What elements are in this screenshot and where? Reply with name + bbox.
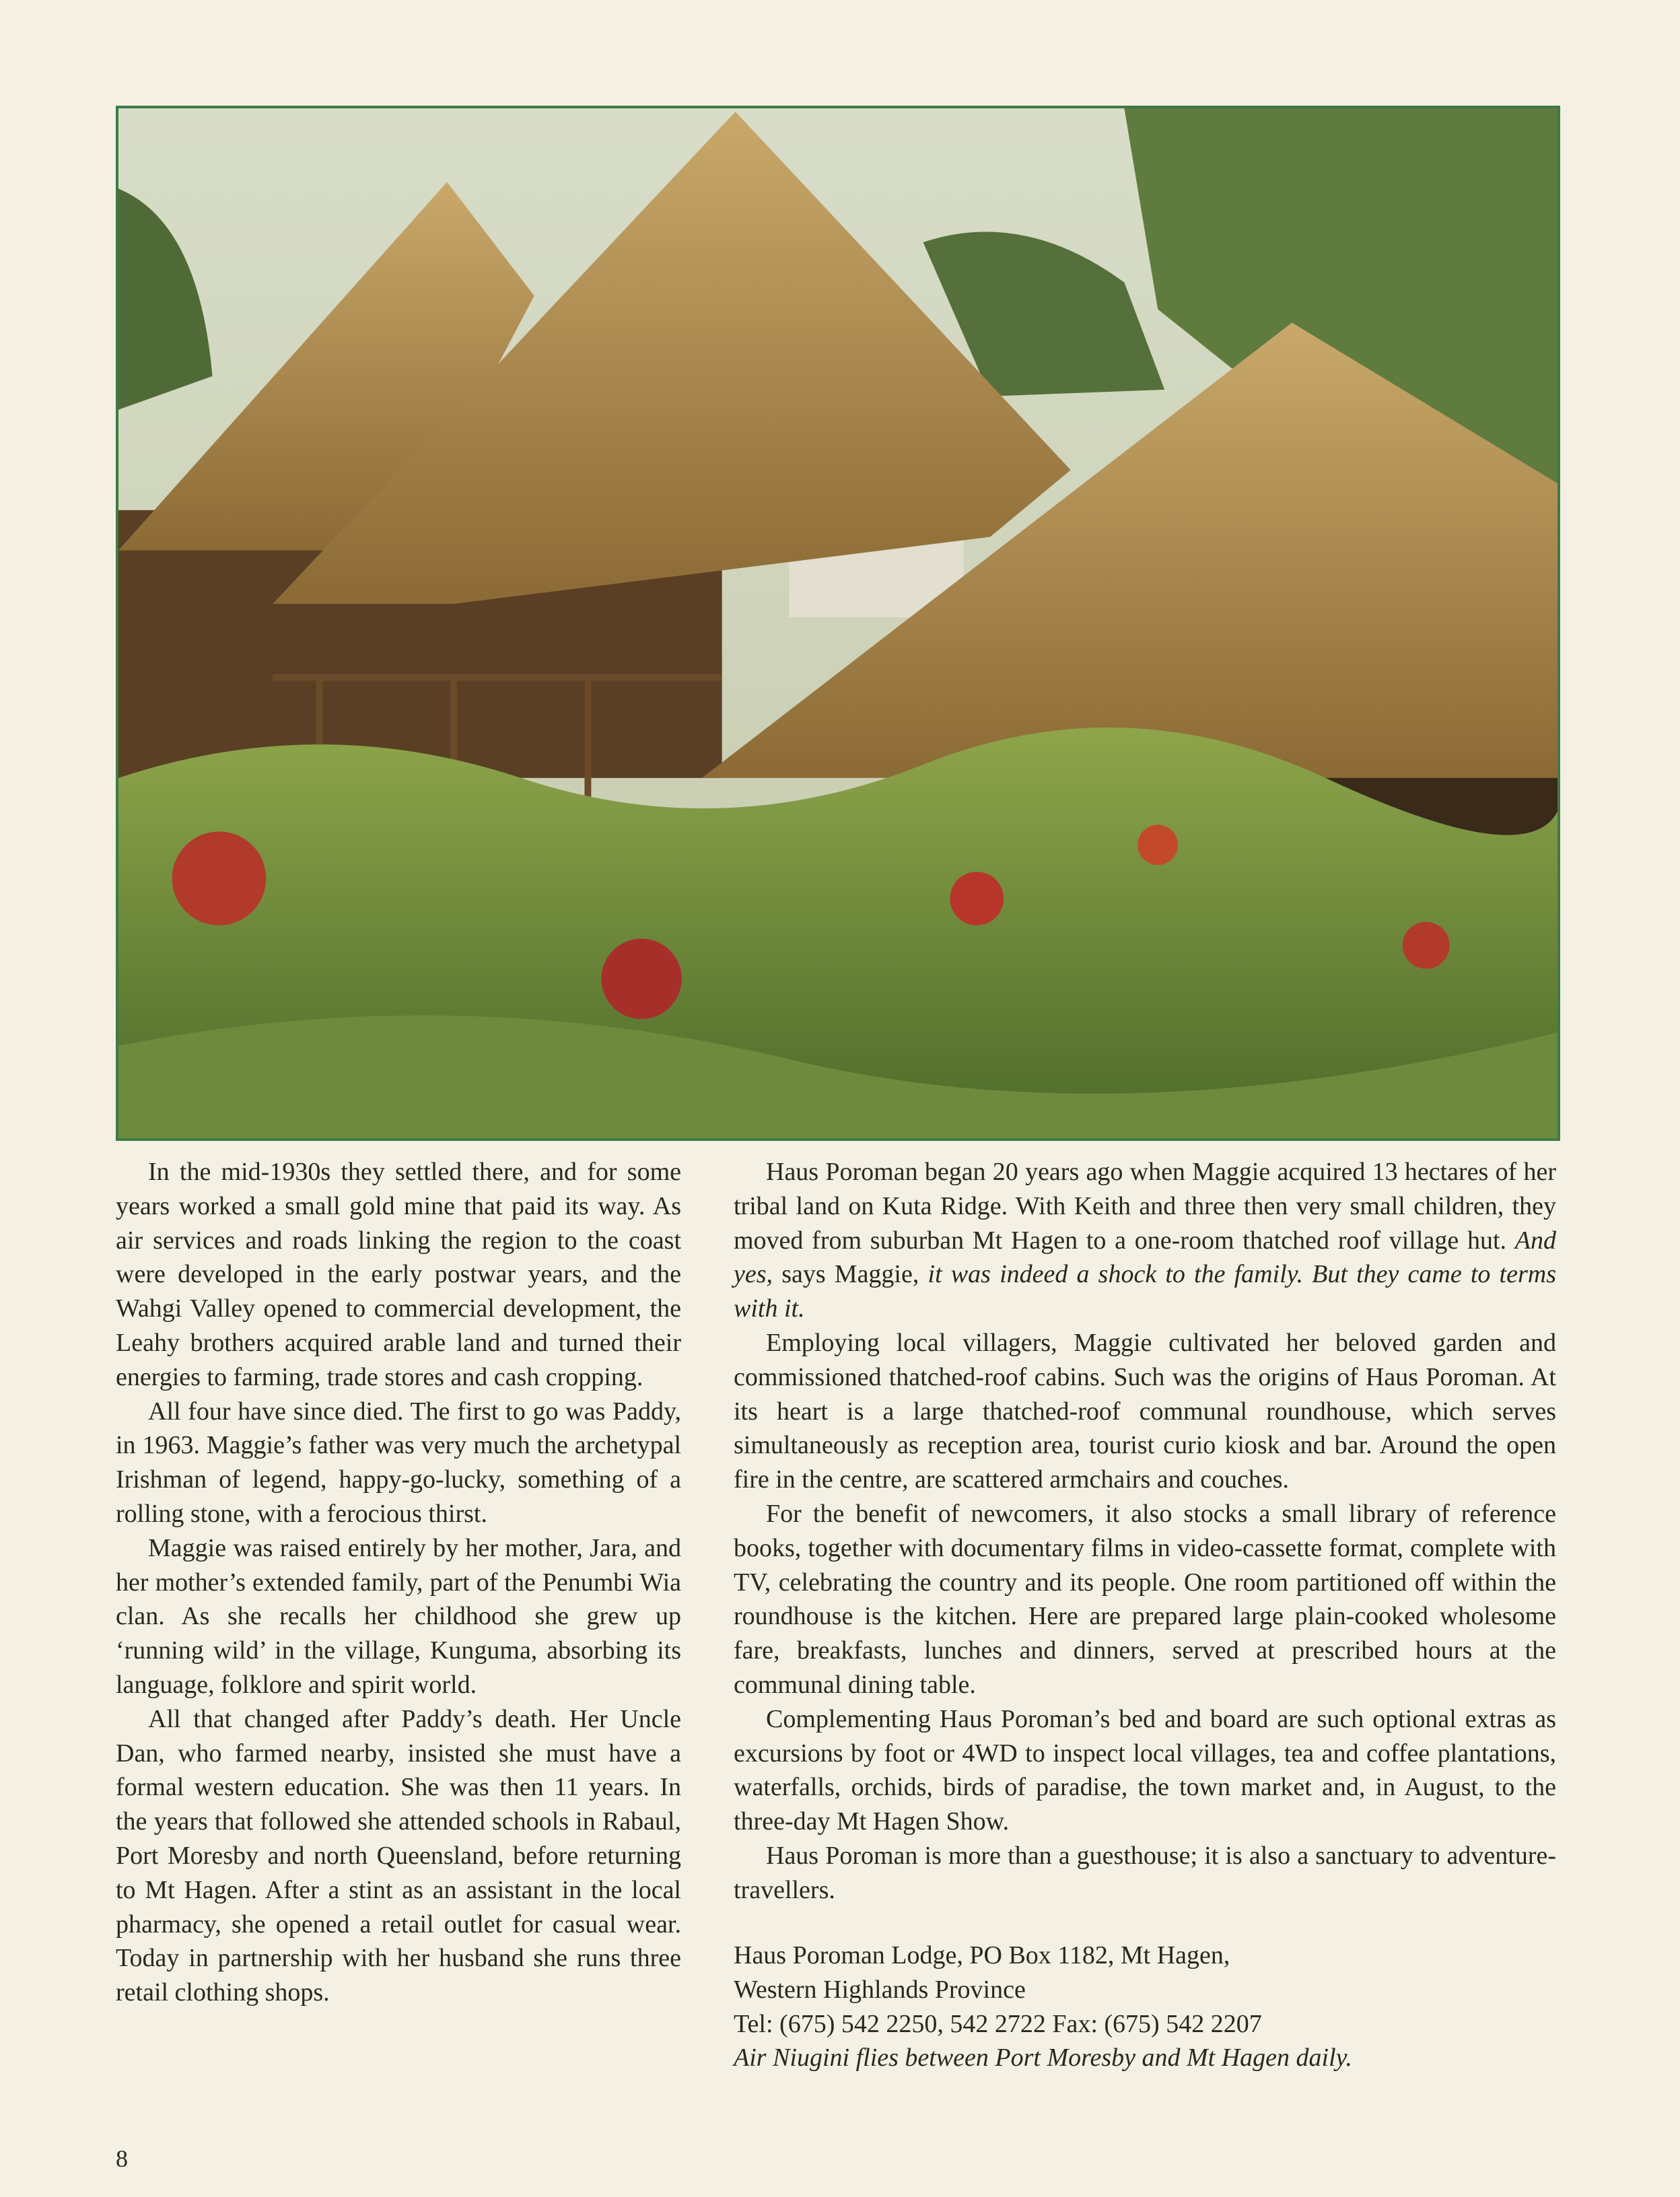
left-paragraph-1: In the mid-1930s they settled there, and for some years worked a small gold mine that paid its way. As air services and roads linking the region to the coast were developed in the early postwar years, and the Wahgi Valley opened to commercial development, the Leahy brothers acquired arable land and turned their energies to farming, trade stores and cash cropping. xyxy=(116,1158,681,1391)
contact-phone: Tel: (675) 542 2250, 542 2722 Fax: (675) 542 2207 xyxy=(734,2009,1262,2038)
contact-province: Western Highlands Province xyxy=(734,1975,1026,2004)
right-paragraph-5: Haus Poroman is more than a guesthouse; it is also a sanctuary to adventure-travellers. xyxy=(734,1841,1556,1904)
right-paragraph-3: For the benefit of newcomers, it also stocks a small library of reference books, together with documentary films in video-cassette format, complete with TV, celebrating the country and its people. One room partitioned off within the roundhouse is the kitchen. Here are prepared large plain-cooked wholesome fare, breakfasts, lunches and dinners, served at prescribed hours at the communal dining table. xyxy=(734,1499,1556,1699)
lodge-photo xyxy=(116,106,1560,1141)
quote-shock: it was indeed a shock to the family. But they came to terms with it. xyxy=(734,1260,1556,1323)
contact-flights: Air Niugini flies between Port Moresby and Mt Hagen daily. xyxy=(734,2044,1352,2072)
right-paragraph-2: Employing local villagers, Maggie cultivated her beloved garden and commissioned thatched-roof cabins. Such was the origins of Haus Poroman. At its heart is a large thatched-roof communal roundhouse, which serves simultaneously as reception area, tourist curio kiosk and bar. Around the open fire in the centre, are scattered armchairs and couches. xyxy=(734,1328,1556,1494)
right-paragraph-1 xyxy=(734,1155,1556,1326)
says-maggie: says Maggie, xyxy=(781,1260,919,1289)
right-paragraph-4: Complementing Haus Poroman’s bed and board are such optional extras as excursions by foot or 4WD to inspect local villages, tea and coffee plantations, waterfalls, orchids, birds of paradise, the town market and, in August, to the three-day Mt Hagen Show. xyxy=(734,1704,1556,1836)
left-paragraph-4: All that changed after Paddy’s death. Her Uncle Dan, who farmed nearby, insisted she must have a formal western education. She was then 11 years. In the years that followed she attended schools in Rabaul, Port Moresby and north Queensland, before returning to Mt Hagen. After a stint as an assistant in the local pharmacy, she opened a retail outlet for casual wear. Today in partnership with her husband she runs three retail clothing shops. xyxy=(116,1704,681,2007)
left-paragraph-2: All four have since died. The first to go was Paddy, in 1963. Maggie’s father was very much the archetypal Irishman of legend, happy-go-lucky, something of a rolling stone, with a ferocious thirst. xyxy=(116,1397,681,1528)
left-paragraph-3: Maggie was raised entirely by her mother, Jara, and her mother’s extended family, part of the Penumbi Wia clan. As she recalls her childhood she grew up ‘running wild’ in the village, Kunguma, absorbing its language, folklore and spirit world. xyxy=(116,1533,681,1699)
contact-block xyxy=(734,1939,1609,2075)
right-column xyxy=(734,1155,1556,1908)
right-paragraph-1-start: Haus Poroman began 20 years ago when Maggie acquired 13 hectares of her tribal land on Kuta Ridge. With Keith and three then very small children, they moved from suburban Mt Hagen to a one-room thatched roof village hut. xyxy=(734,1158,1556,1255)
contact-address: Haus Poroman Lodge, PO Box 1182, Mt Hagen, xyxy=(734,1941,1230,1969)
page-number: 8 xyxy=(116,2145,128,2172)
thatched-roundhouses-photo-icon xyxy=(118,108,1558,1138)
quote-and-yes: And yes, xyxy=(734,1226,1557,1289)
left-column xyxy=(116,1155,681,2010)
